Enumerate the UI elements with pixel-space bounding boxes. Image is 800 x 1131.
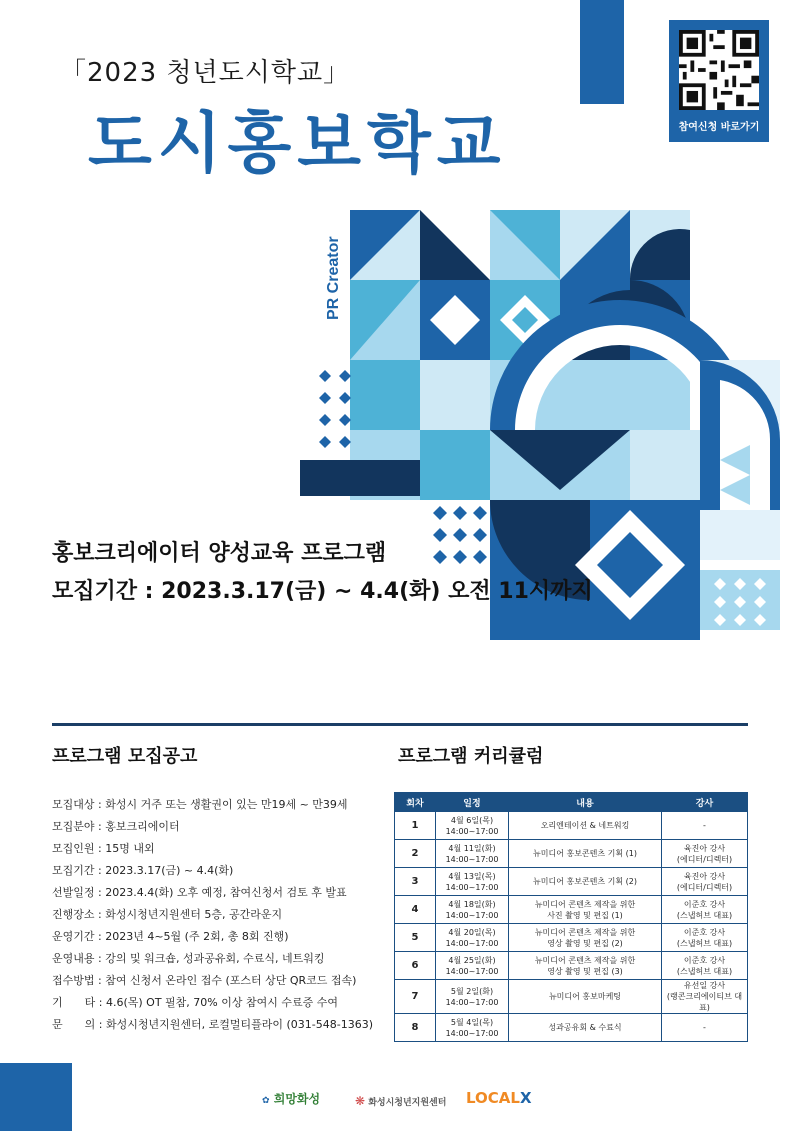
cell-text: 뉴미디어 홍보콘텐츠 기획 (1) [533,849,637,858]
col-header-lecturer: 강사 [662,793,748,812]
logo-youth-center [355,1094,446,1108]
table-cell [662,980,748,1014]
cell-text: 뉴미디어 콘텐츠 제작을 위한 [534,927,636,937]
table-cell [436,868,509,896]
cell-text: - [703,821,706,830]
table-cell [509,924,662,952]
notice-label: 운영기간 [52,930,95,943]
cell-text: (랭콘크리에이티브 대표) [666,992,743,1012]
col-header-no: 회차 [395,793,436,812]
table-cell [509,840,662,868]
cell-text: 4월 20일(목) [448,927,496,937]
cell-text: 7 [411,991,419,1002]
table-header-row [395,793,748,812]
notice-label: 선발일정 [52,886,95,899]
table-cell [436,1014,509,1042]
notice-value: 15명 내외 [105,842,155,855]
table-cell [662,812,748,840]
notice-value: 강의 및 워크숍, 성과공유회, 수료식, 네트워킹 [105,952,325,965]
notice-label: 모집기간 [52,864,95,877]
recruit-period: 모집기간 : 2023.3.17(금) ~ 4.4(화) 오전 11시까지 [52,579,593,604]
cell-text: 5 [411,932,419,943]
cell-text: 영상 촬영 및 편집 (2) [547,938,623,948]
qr-label[interactable]: 참여신청 바로가기 [678,122,760,133]
cell-text: 2 [411,848,419,859]
table-row [395,896,748,924]
cell-text: 4월 13일(목) [448,871,496,881]
cell-text: (스냅허브 대표) [676,966,733,976]
cell-text: 오리엔테이션 & 네트워킹 [540,821,630,830]
cell-text: 육진아 강사 [683,843,726,853]
cell-text: 뉴미디어 홍보마케팅 [548,992,622,1001]
table-row [395,980,748,1014]
cell-text: 14:00~17:00 [445,997,499,1007]
poster-subtitle: 「2023 청년도시학교」 [60,58,351,88]
notice-title: 프로그램 모집공고 [52,746,198,767]
notice-item: 운영기간 : 2023년 4~5월 (주 2회, 총 8회 진행) [52,930,289,943]
notice-item: 기 타 : 4.6(목) OT 필참, 70% 이상 참여시 수료증 수여 [52,996,338,1009]
cell-text: 14:00~17:00 [445,854,499,864]
cell-text: 성과공유회 & 수료식 [548,1023,622,1032]
curriculum-title: 프로그램 커리큘럼 [398,746,544,767]
table-cell [395,868,436,896]
logo-hwaseong [262,1090,320,1107]
table-cell [509,952,662,980]
notice-value: 홍보크리에이터 [105,820,180,833]
cell-text: 육진아 강사 [683,871,726,881]
notice-value: 화성시청년지원센터 5층, 공간라운지 [105,908,283,921]
table-cell [395,1014,436,1042]
cell-text: 14:00~17:00 [445,910,499,920]
logo-youth-center-text: 화성시청년지원센터 [368,1098,447,1108]
table-cell [436,980,509,1014]
notice-label: 모집인원 [52,842,95,855]
cell-text: 뉴미디어 홍보콘텐츠 기획 (2) [533,877,637,886]
notice-item: 모집대상 : 화성시 거주 또는 생활권이 있는 만19세 ~ 만39세 [52,798,348,811]
table-row [395,952,748,980]
notice-value: 참여 신청서 온라인 접수 (포스터 상단 QR코드 접속) [105,974,357,987]
cell-text: 14:00~17:00 [445,882,499,892]
cell-text: 3 [411,876,419,887]
logo-localx [466,1089,532,1107]
curriculum-table [394,792,748,1042]
cell-text: 8 [411,1022,419,1033]
pattern-label: PR Creator [325,236,342,320]
cell-text: (에디터/디렉터) [676,882,733,892]
table-cell [662,952,748,980]
poster-title: 도시홍보학교 [88,105,507,182]
table-cell [662,896,748,924]
cell-text: 뉴미디어 콘텐츠 제작을 위한 [534,955,636,965]
logo-hwaseong-mark: ✿ [262,1096,270,1106]
top-accent-bar [580,0,624,104]
table-row [395,812,748,840]
notice-item: 선발일정 : 2023.4.4(화) 오후 예정, 참여신청서 검토 후 발표 [52,886,347,899]
cell-text: 4 [411,904,419,915]
notice-item: 운영내용 : 강의 및 워크숍, 성과공유회, 수료식, 네트워킹 [52,952,325,965]
table-row [395,868,748,896]
notice-item: 진행장소 : 화성시청년지원센터 5층, 공간라운지 [52,908,283,921]
cell-text: (에디터/디렉터) [676,854,733,864]
notice-item: 문 의 : 화성시청년지원센터, 로컬멀티플라이 (031-548-1363) [52,1018,373,1031]
notice-label: 모집분야 [52,820,95,833]
table-cell [509,980,662,1014]
section-divider [52,723,748,726]
cell-text: 이준호 강사 [683,899,726,909]
cell-text: 영상 촬영 및 편집 (3) [547,966,623,976]
bottom-accent-bar [0,1063,72,1131]
notice-value: 2023.3.17(금) ~ 4.4(화) [105,864,234,877]
cell-text: 이준호 강사 [683,927,726,937]
table-cell [436,952,509,980]
cell-text: 뉴미디어 콘텐츠 제작을 위한 [534,899,636,909]
cell-text: 이준호 강사 [683,955,726,965]
notice-value: 2023년 4~5월 (주 2회, 총 8회 진행) [105,930,289,943]
table-cell [395,840,436,868]
logo-hwaseong-text: 희망화성 [273,1092,321,1106]
table-cell [436,812,509,840]
table-cell [509,1014,662,1042]
col-header-date: 일정 [436,793,509,812]
notice-item: 모집분야 : 홍보크리에이터 [52,820,180,833]
table-cell [662,868,748,896]
notice-item: 모집인원 : 15명 내외 [52,842,155,855]
cell-text: 5월 2일(화) [450,986,494,996]
table-cell [509,868,662,896]
table-cell [662,840,748,868]
cell-text: 4월 6일(목) [450,815,494,825]
notice-label: 모집대상 [52,798,95,811]
notice-label: 운영내용 [52,952,95,965]
cell-text: 14:00~17:00 [445,966,499,976]
table-cell [395,952,436,980]
cell-text: 1 [411,820,419,831]
notice-value: 화성시 거주 또는 생활권이 있는 만19세 ~ 만39세 [105,798,348,811]
table-cell [395,980,436,1014]
table-cell [662,924,748,952]
cell-text: 6 [411,960,419,971]
cell-text: 4월 18일(화) [448,899,496,909]
cell-text: (스냅허브 대표) [676,910,733,920]
table-cell [395,924,436,952]
table-cell [395,812,436,840]
cell-text: 5월 4일(목) [450,1017,494,1027]
table-row [395,840,748,868]
cell-text: 14:00~17:00 [445,1028,499,1038]
cell-text: 14:00~17:00 [445,826,499,836]
notice-value: 2023.4.4(화) 오후 예정, 참여신청서 검토 후 발표 [105,886,347,899]
table-cell [436,924,509,952]
notice-label: 문 의 [52,1018,96,1031]
cell-text: (스냅허브 대표) [676,938,733,948]
table-cell [662,1014,748,1042]
table-row [395,1014,748,1042]
table-cell [436,896,509,924]
notice-label: 접수방법 [52,974,95,987]
youth-center-icon: ❋ [355,1094,366,1108]
col-header-content: 내용 [509,793,662,812]
notice-value: 4.6(목) OT 필참, 70% 이상 참여시 수료증 수여 [105,996,338,1009]
notice-label: 진행장소 [52,908,95,921]
cell-text: 4월 11일(화) [448,843,496,853]
notice-item: 접수방법 : 참여 신청서 온라인 접수 (포스터 상단 QR코드 접속) [52,974,357,987]
logo-localx-x: X [519,1089,532,1107]
notice-item: 모집기간 : 2023.3.17(금) ~ 4.4(화) [52,864,234,877]
notice-label: 기 타 [52,996,96,1009]
table-cell [509,896,662,924]
program-name: 홍보크리에이터 양성교육 프로그램 [52,541,387,566]
table-cell [509,812,662,840]
table-cell [436,840,509,868]
cell-text: - [703,1023,706,1032]
cell-text: 14:00~17:00 [445,938,499,948]
logo-localx-text: LOCAL [466,1089,520,1107]
cell-text: 사진 촬영 및 편집 (1) [547,910,623,920]
qr-panel[interactable] [669,20,769,142]
table-row [395,924,748,952]
table-cell [395,896,436,924]
cell-text: 유선일 강사 [683,981,726,990]
notice-value: 화성시청년지원센터, 로컬멀티플라이 (031-548-1363) [105,1018,373,1031]
notice-list [52,794,382,1036]
cell-text: 4월 25일(화) [448,955,496,965]
qr-code-icon[interactable] [679,30,759,110]
